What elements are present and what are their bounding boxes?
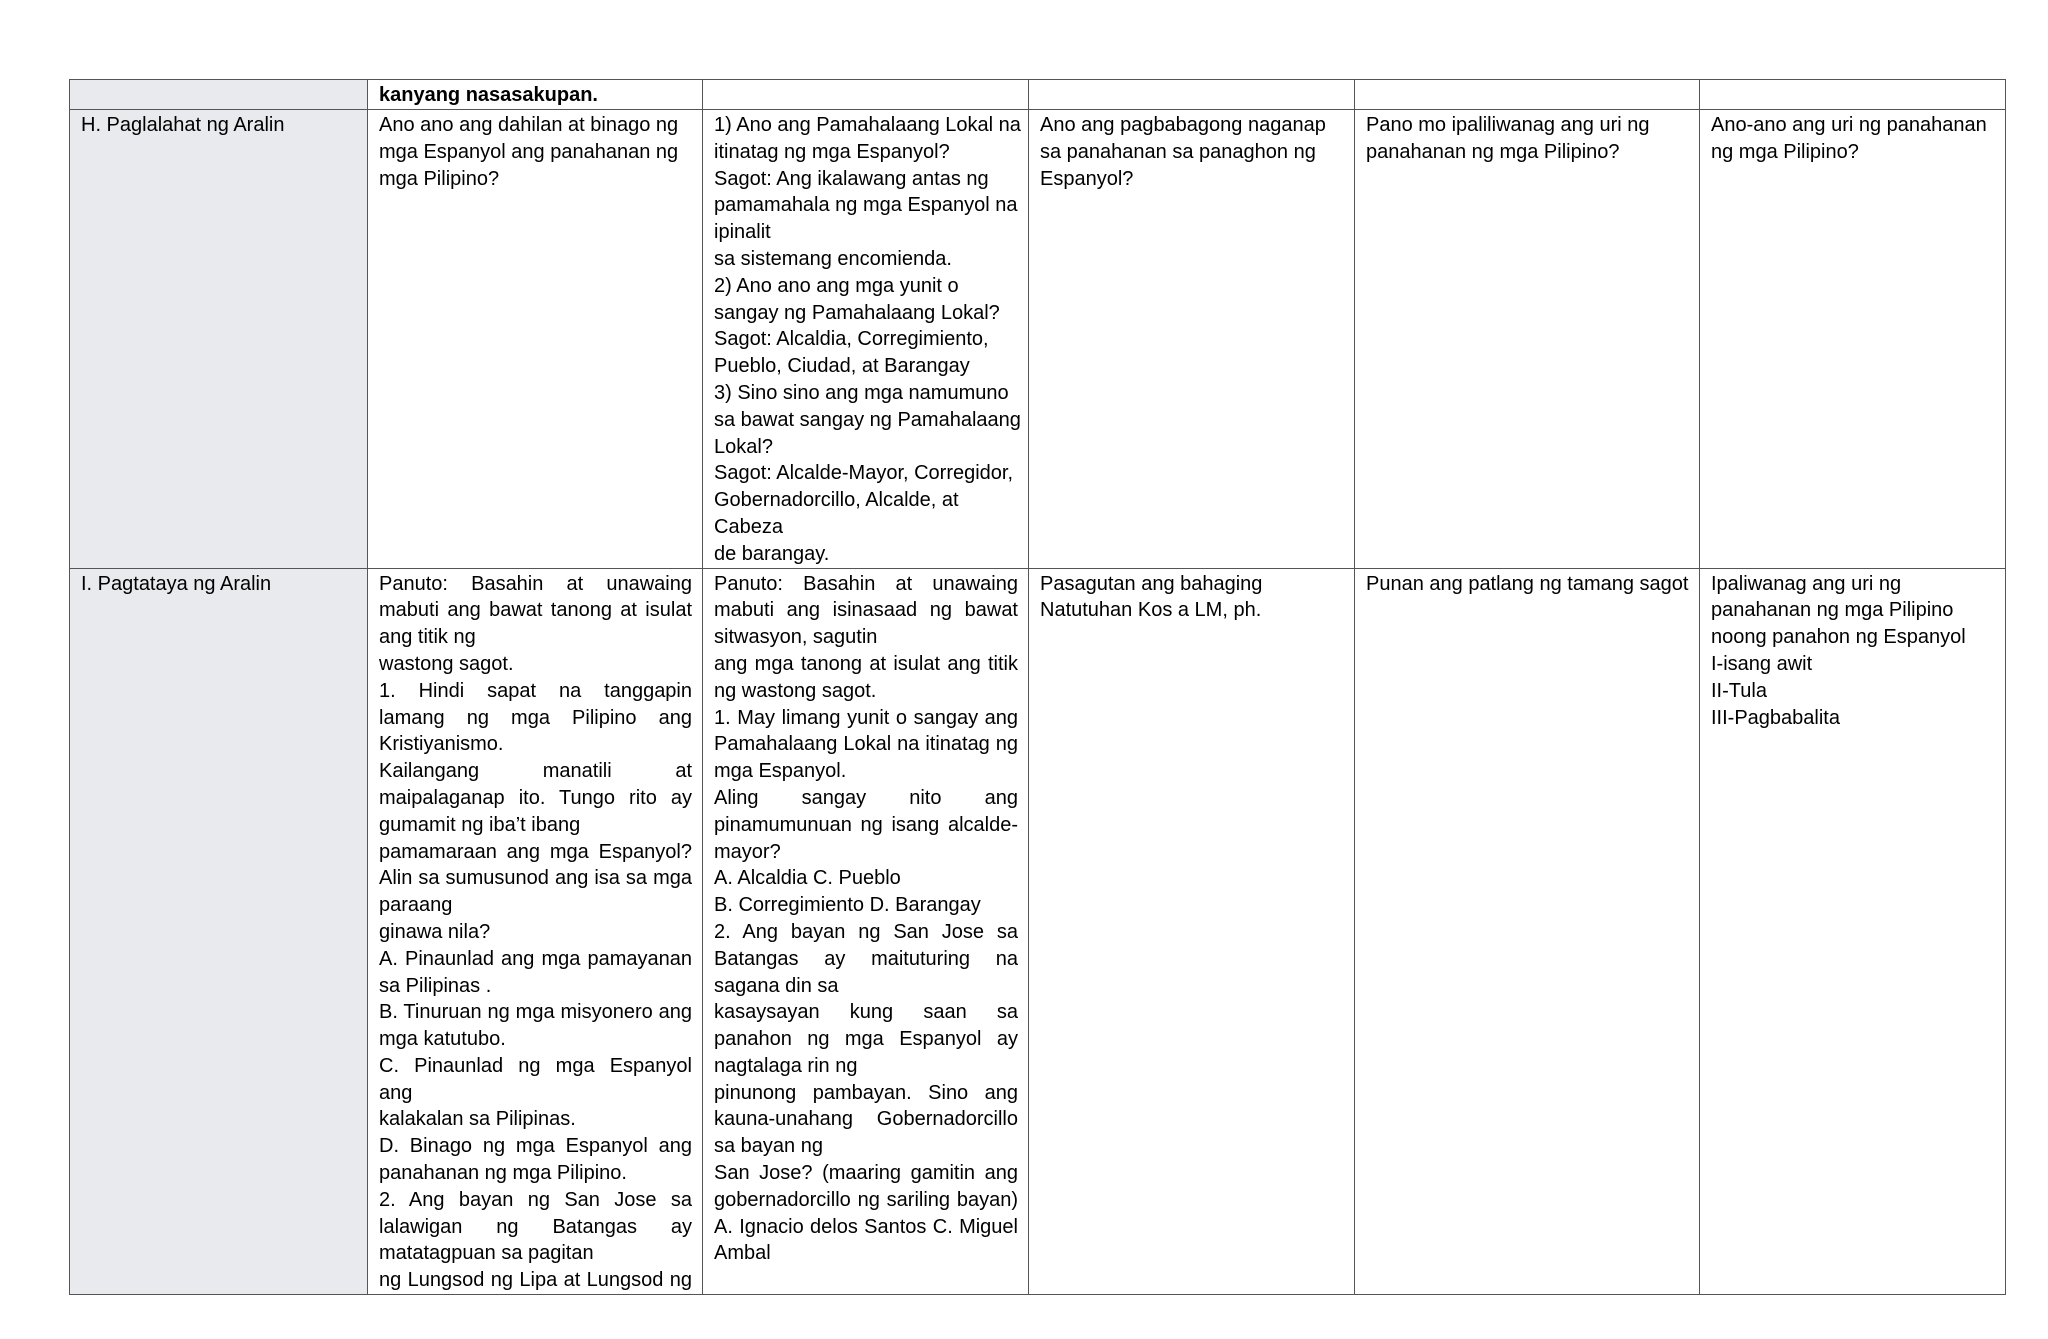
cell-text-line: nagtalaga rin ng [714, 1054, 858, 1077]
cell-text-line: gumamit ng iba’t ibang [379, 813, 581, 836]
cell-text-line: B. Corregimiento D. Barangay [714, 894, 981, 917]
row-h-day1-cell [368, 110, 703, 569]
cell-text-line: mabuti ang isinasaad ng bawat [714, 599, 1018, 622]
row-g-day2-cell [703, 80, 1029, 110]
cell-text-line: sa panahanan sa panaghon ng [1040, 140, 1316, 163]
cell-text-line: 2) Ano ano ang mga yunit o [714, 274, 959, 297]
cell-text-line: kauna-unahang Gobernadorcillo [714, 1108, 1018, 1131]
cell-text-line: ng mga Pilipino? [1711, 140, 1859, 163]
cell-text-line: ng Lungsod ng Lipa at Lungsod ng [379, 1269, 692, 1292]
cell-text-line: itinatag ng mga Espanyol? [714, 140, 950, 163]
cell-text-line: Ano ano ang dahilan at binago ng [379, 114, 679, 136]
cell-text-line: sangay ng Pamahalaang Lokal? [714, 301, 1000, 324]
cell-text-line: A. Ignacio delos Santos C. Miguel [714, 1215, 1018, 1238]
cell-text-line: paraang [379, 894, 453, 917]
row-i-day1-cell [368, 568, 703, 1295]
cell-text-line: noong panahon ng Espanyol [1711, 626, 1966, 649]
cell-text-line: ang titik ng [379, 626, 476, 649]
cell-text-line: Punan ang patlang ng tamang sagot [1366, 572, 1689, 595]
cell-text-line: Natutuhan Kos a LM, ph. [1040, 599, 1262, 622]
row-i-day3-cell [1029, 568, 1355, 1295]
row-g-day1-cell: kanyang nasasakupan. [368, 80, 703, 110]
cell-text-line: 3) Sino sino ang mga namumuno [714, 381, 1009, 404]
cell-text-line: Ambal [714, 1242, 771, 1265]
cell-text-line: ginawa nila? [379, 920, 491, 943]
cell-text-line: kalakalan sa Pilipinas. [379, 1108, 576, 1131]
cell-text-line: ipinalit [714, 221, 771, 244]
cell-text-line: pamamaraan ang mga Espanyol? [379, 840, 692, 863]
cell-text-line: mga Espanyol ang panahanan ng [379, 140, 679, 163]
cell-text-line: pinamumunuan ng isang alcalde- [714, 813, 1018, 836]
cell-text-line: Ano-ano ang uri ng panahanan [1711, 114, 1987, 136]
cell-text-line: Panuto: Basahin at unawaing [379, 572, 692, 595]
cell-text-line: panahanan ng mga Pilipino [1711, 599, 1954, 622]
cell-text-line: mga Espanyol. [714, 760, 847, 783]
cell-text-line: de barangay. [714, 542, 830, 565]
cell-text-line: gobernadorcillo ng sariling bayan) [714, 1188, 1018, 1211]
table-row-g-continued [70, 80, 2006, 110]
cell-text-line: panahanan ng mga Pilipino? [1366, 140, 1620, 163]
cell-text-line: Lokal? [714, 435, 773, 458]
row-h-label-cell: H. Paglalahat ng Aralin [70, 110, 368, 569]
cell-text-line: Sagot: Ang ikalawang antas ng [714, 167, 989, 190]
row-h-day5-cell [1700, 110, 2006, 569]
row-i-day5-cell [1700, 568, 2006, 1295]
row-g-day5-cell [1700, 80, 2006, 110]
row-h-day3-cell [1029, 110, 1355, 569]
lesson-plan-table [69, 79, 2006, 1295]
cell-text-line: Batangas ay maituturing na [714, 947, 1018, 970]
cell-text-line: Panuto: Basahin at unawaing [714, 572, 1018, 595]
cell-text-line: mayor? [714, 840, 781, 863]
cell-text-line: matatagpuan sa pagitan [379, 1242, 594, 1265]
cell-text-line: II-Tula [1711, 679, 1767, 702]
cell-text-line: mabuti ang bawat tanong at isulat [379, 599, 692, 622]
cell-text-line: Espanyol? [1040, 167, 1134, 190]
row-h-day4-cell [1355, 110, 1700, 569]
cell-text-line: A. Alcaldia C. Pueblo [714, 867, 901, 890]
row-g-day4-cell [1355, 80, 1700, 110]
cell-text-line: Kristiyanismo. [379, 733, 504, 756]
cell-text-line: wastong sagot. [379, 652, 514, 675]
cell-text-line: sa Pilipinas . [379, 974, 492, 997]
cell-text-line: Sagot: Alcalde-Mayor, Corregidor, [714, 462, 1014, 485]
cell-text-line: San Jose? (maaring gamitin ang [714, 1162, 1018, 1185]
cell-text-line: 2. Ang bayan ng San Jose sa [714, 920, 1018, 943]
cell-text-line: sa bayan ng [714, 1135, 823, 1158]
cell-text-line: 1) Ano ang Pamahalaang Lokal na [714, 114, 1021, 136]
cell-text-line: sagana din sa [714, 974, 839, 997]
cell-text-line: A. Pinaunlad ang mga pamayanan [379, 947, 692, 970]
cell-text-line: maipalaganap ito. Tungo rito ay [379, 786, 692, 809]
cell-text-line: Kailangang manatili at [379, 760, 692, 783]
cell-text-line: mga katutubo. [379, 1028, 506, 1051]
cell-text-line: mga Pilipino? [379, 167, 500, 190]
table-row-paglalahat [70, 110, 2006, 569]
row-g-day3-cell [1029, 80, 1355, 110]
cell-text-line: Pano mo ipaliliwanag ang uri ng [1366, 114, 1650, 136]
cell-text-line: C. Pinaunlad ng mga Espanyol ang [379, 1054, 692, 1104]
cell-text-line: I-isang awit [1711, 652, 1813, 675]
cell-text-line: kasaysayan kung saan sa [714, 1001, 1018, 1024]
cell-text-line: Ipaliwanag ang uri ng [1711, 572, 1902, 595]
cell-text-line: sa sistemang encomienda. [714, 247, 952, 270]
row-i-day4-cell [1355, 568, 1700, 1295]
cell-text-line: B. Tinuruan ng mga misyonero ang [379, 1001, 692, 1024]
cell-text-line: Gobernadorcillo, Alcalde, at [714, 489, 959, 512]
cell-text-line: pamamahala ng mga Espanyol na [714, 194, 1018, 217]
cell-text-line: Aling sangay nito ang [714, 786, 1018, 809]
cell-text-line: pinunong pambayan. Sino ang [714, 1081, 1018, 1104]
cell-text-line: 1. Hindi sapat na tanggapin [379, 679, 692, 702]
cell-text-line: Alin sa sumusunod ang isa sa mga [379, 867, 692, 890]
cell-text-line: panahon ng mga Espanyol ay [714, 1028, 1018, 1051]
row-i-day2-cell [703, 568, 1029, 1295]
cell-text-line: Pamahalaang Lokal na itinatag ng [714, 733, 1018, 756]
cell-text-line: sa bawat sangay ng Pamahalaang [714, 408, 1021, 431]
cell-text-line: lamang ng mga Pilipino ang [379, 706, 692, 729]
cell-text-line: 2. Ang bayan ng San Jose sa [379, 1188, 692, 1211]
cell-text-line: III-Pagbabalita [1711, 706, 1840, 729]
row-h-day2-cell [703, 110, 1029, 569]
cell-text-line: D. Binago ng mga Espanyol ang [379, 1135, 692, 1158]
cell-text-line: sitwasyon, sagutin [714, 626, 878, 649]
cell-text-line: Pasagutan ang bahaging [1040, 572, 1263, 595]
cell-text-line: Pueblo, Ciudad, at Barangay [714, 355, 970, 378]
cell-text-line: ng wastong sagot. [714, 679, 877, 702]
cell-text-line: ang mga tanong at isulat ang titik [714, 652, 1018, 675]
cell-text-line: lalawigan ng Batangas ay [379, 1215, 692, 1238]
cell-text-line: panahanan ng mga Pilipino. [379, 1162, 627, 1185]
table-row-pagtataya [70, 568, 2006, 1295]
row-i-label-cell: I. Pagtataya ng Aralin [70, 568, 368, 1295]
row-g-label-cell [70, 80, 368, 110]
cell-text-line: Ano ang pagbabagong naganap [1040, 114, 1326, 136]
cell-text-line: 1. May limang yunit o sangay ang [714, 706, 1018, 729]
cell-text-line: Cabeza [714, 515, 783, 538]
cell-text-line: Sagot: Alcaldia, Corregimiento, [714, 328, 989, 351]
